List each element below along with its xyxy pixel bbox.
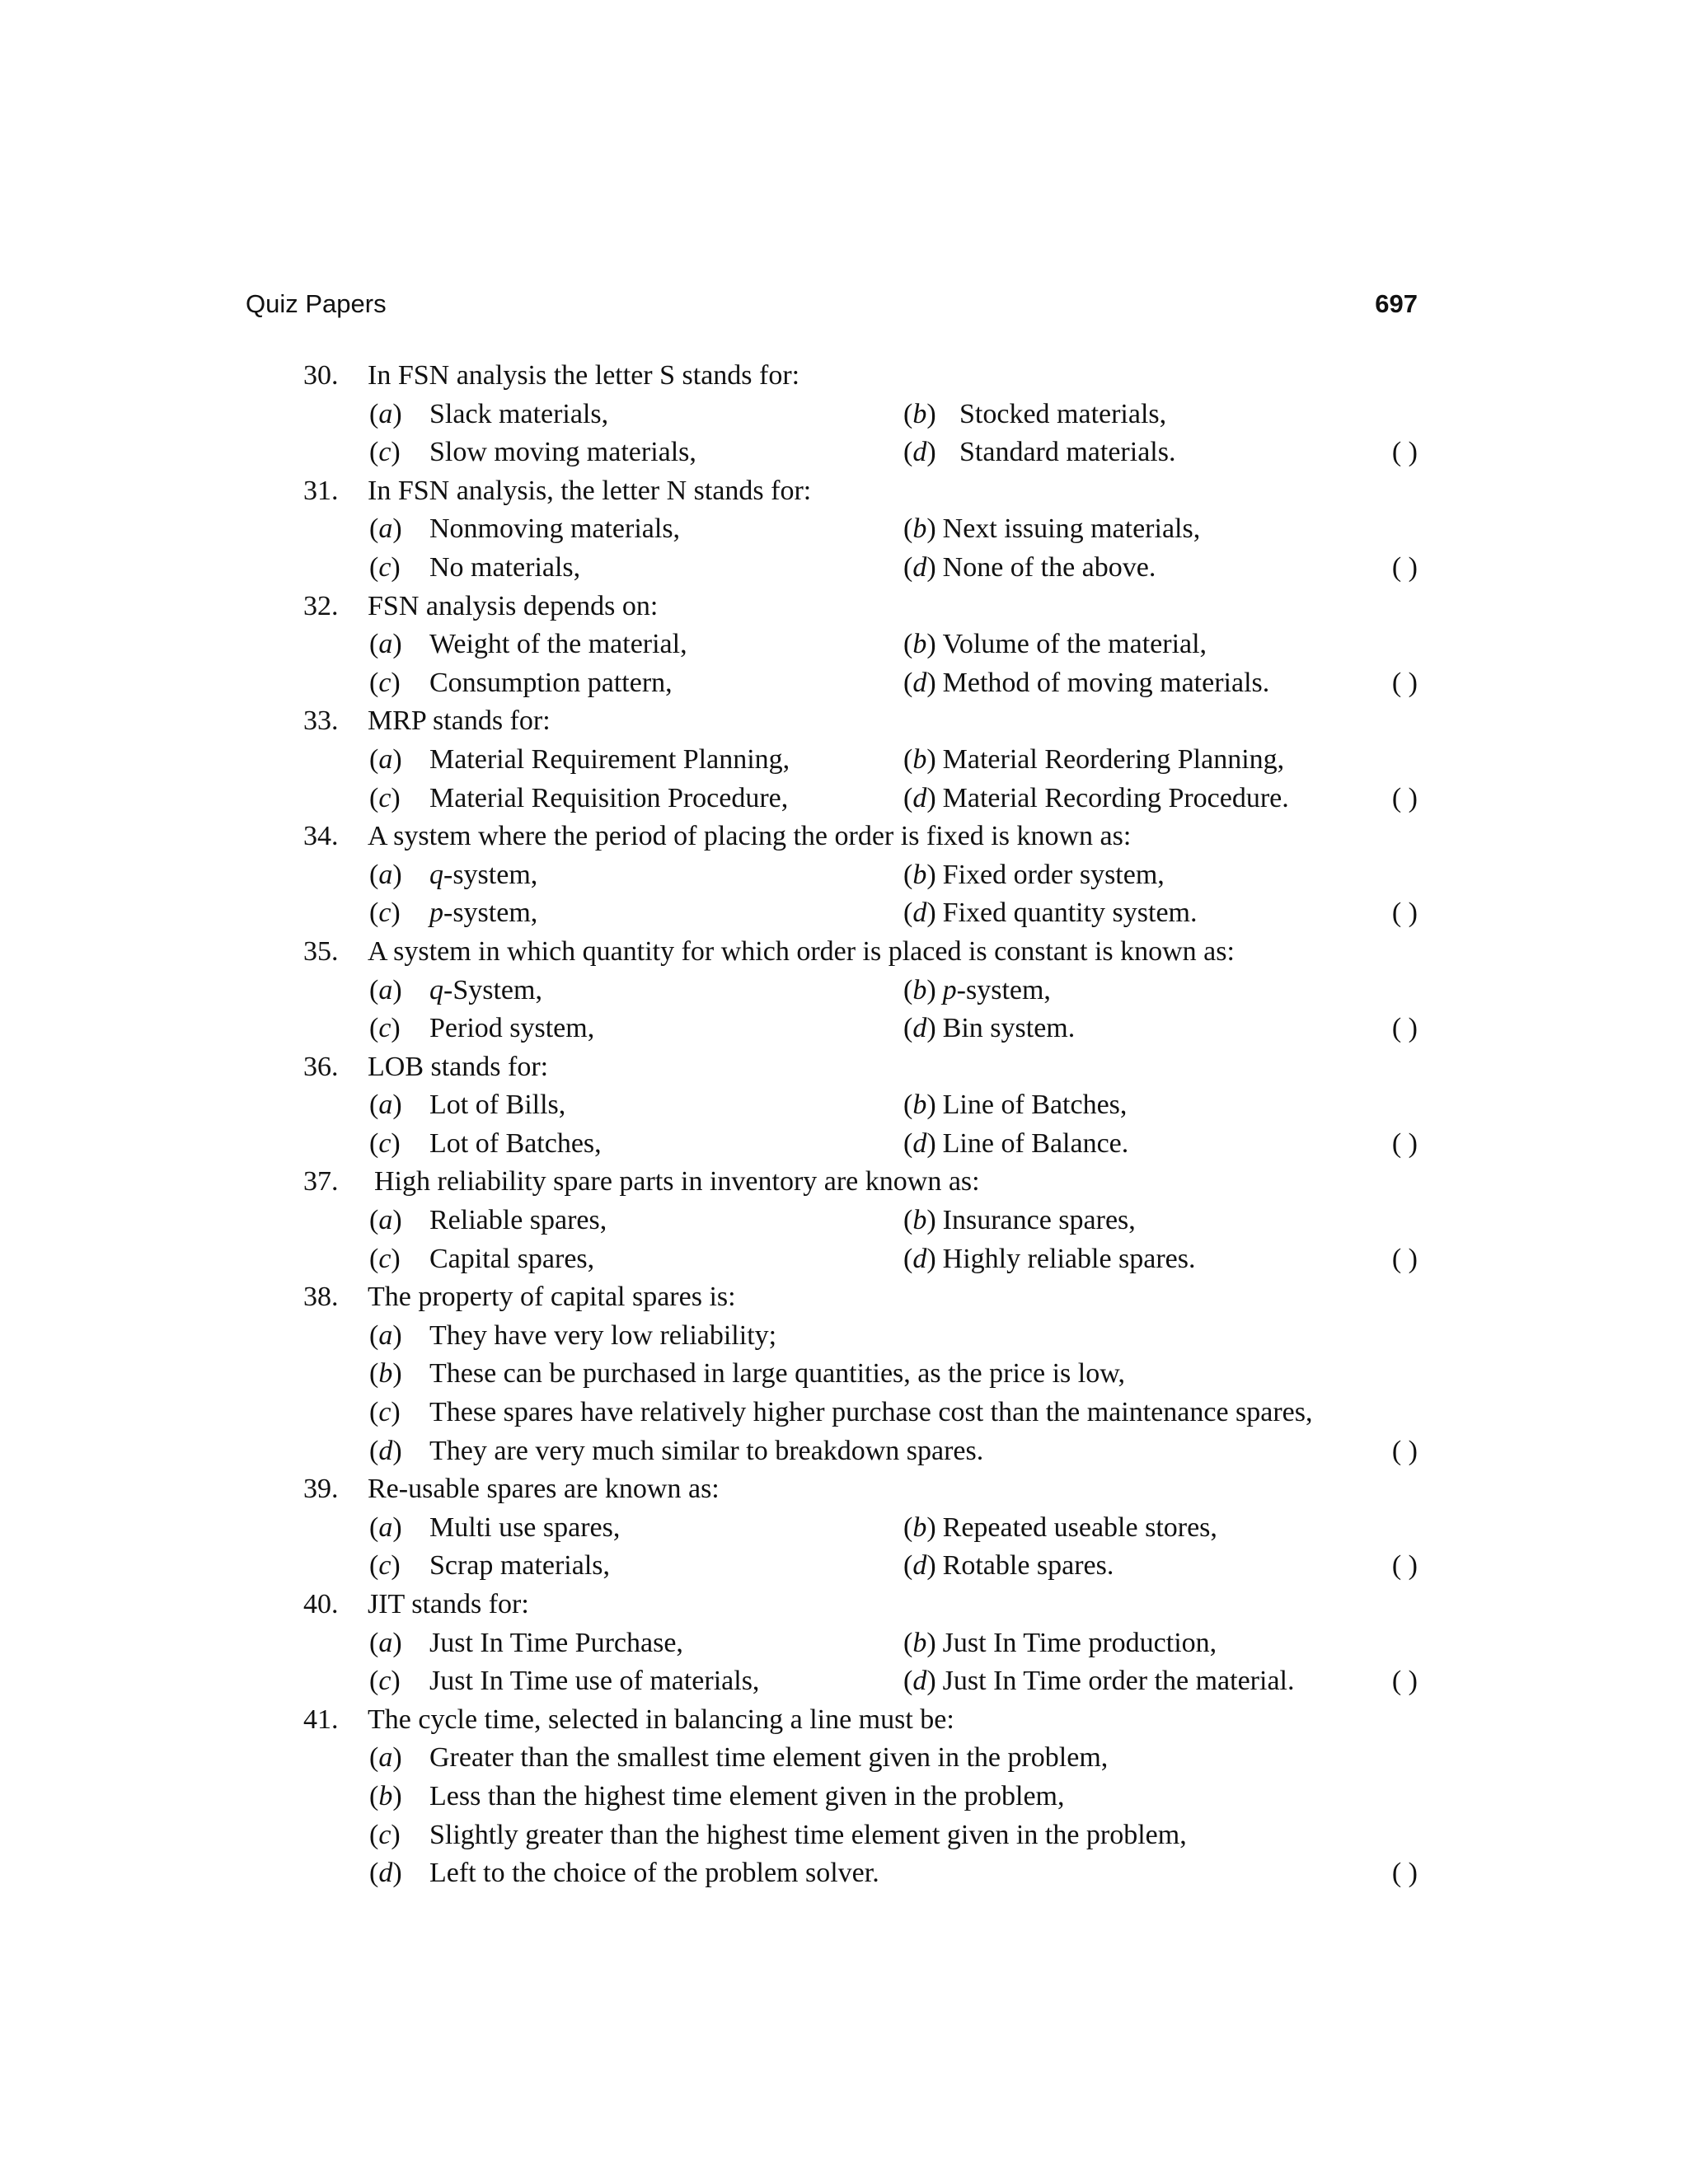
option-d: (d) Rotable spares. <box>903 1550 1114 1582</box>
option-row <box>303 1202 1418 1240</box>
option-d: (d) None of the above. <box>903 551 1156 583</box>
option-a: (a) q-system, <box>369 859 538 890</box>
option-b: (b) Next issuing materials, <box>903 513 1201 545</box>
question-text: The cycle time, selected in balancing a line must be: <box>368 1704 954 1735</box>
question-text: In FSN analysis the letter S stands for: <box>368 360 800 391</box>
question-text: A system in which quantity for which order is placed is constant is known as: <box>368 935 1235 967</box>
option-a: (a) Reliable spares, <box>369 1205 607 1236</box>
option-d: (d) Left to the choice of the problem solver. <box>369 1858 879 1889</box>
question-number: 41. <box>303 1704 339 1735</box>
question-text: Re-usable spares are known as: <box>368 1474 720 1505</box>
option-d: (d) Highly reliable spares. <box>903 1243 1196 1274</box>
option-c: (c) Just In Time use of materials, <box>369 1666 760 1697</box>
option-row <box>303 741 1418 780</box>
page-number: 697 <box>1375 289 1418 318</box>
option-row <box>303 1739 1418 1778</box>
question-text: MRP stands for: <box>368 705 551 737</box>
option-d: (d) Just In Time order the material. <box>903 1666 1295 1697</box>
option-row <box>303 1010 1418 1048</box>
question-number: 35. <box>303 935 339 967</box>
option-b: (b) Just In Time production, <box>903 1627 1217 1658</box>
option-b: (b) These can be purchased in large quantities, as the price is low, <box>369 1358 1126 1390</box>
question-number: 34. <box>303 821 339 852</box>
option-row <box>303 1240 1418 1279</box>
answer-blank: ( ) <box>1391 1013 1418 1044</box>
option-row <box>303 972 1418 1010</box>
option-c: (c) These spares have relatively higher purchase cost than the maintenance spares, <box>369 1397 1313 1428</box>
answer-blank: ( ) <box>1391 1243 1418 1274</box>
option-row <box>303 1394 1418 1432</box>
option-a: (a) Weight of the material, <box>369 629 687 660</box>
option-a: (a) Just In Time Purchase, <box>369 1627 683 1658</box>
option-row <box>303 1816 1418 1855</box>
answer-blank: ( ) <box>1391 898 1418 929</box>
option-b: (b) Line of Batches, <box>903 1090 1128 1121</box>
option-a: (a) Greater than the smallest time element given in the problem, <box>369 1742 1109 1774</box>
option-row <box>303 1547 1418 1586</box>
option-row <box>303 780 1418 818</box>
question-text: LOB stands for: <box>368 1051 549 1082</box>
option-c: (c) p-system, <box>369 898 538 929</box>
option-c: (c) Period system, <box>369 1013 595 1044</box>
option-a: (a) They have very low reliability; <box>369 1319 777 1351</box>
question-40 <box>303 1586 1418 1624</box>
question-38 <box>303 1278 1418 1317</box>
option-row <box>303 1662 1418 1701</box>
option-a: (a) Lot of Bills, <box>369 1090 566 1121</box>
option-c: (c) Capital spares, <box>369 1243 595 1274</box>
question-number: 36. <box>303 1051 339 1082</box>
option-c: (c) Lot of Batches, <box>369 1127 602 1159</box>
question-32 <box>303 588 1418 626</box>
option-d: (d) Method of moving materials. <box>903 667 1270 698</box>
question-text: High reliability spare parts in inventory are known as: <box>374 1166 980 1197</box>
option-b: (b) Less than the highest time element given in the problem, <box>369 1780 1065 1811</box>
option-d: (d) Bin system. <box>903 1013 1076 1044</box>
option-row <box>303 1432 1418 1471</box>
option-row <box>303 626 1418 664</box>
option-d: (d) They are very much similar to breakdown spares. <box>369 1435 984 1466</box>
option-row <box>303 1086 1418 1125</box>
option-row <box>303 1355 1418 1394</box>
option-c: (c) Scrap materials, <box>369 1550 611 1582</box>
option-row <box>303 664 1418 703</box>
running-head-title: Quiz Papers <box>246 289 387 318</box>
option-row <box>303 434 1418 472</box>
answer-blank: ( ) <box>1391 782 1418 813</box>
answer-blank: ( ) <box>1391 1550 1418 1582</box>
option-c: (c) Slow moving materials, <box>369 437 696 468</box>
option-d: (d) Line of Balance. <box>903 1127 1129 1159</box>
answer-blank: ( ) <box>1391 1666 1418 1697</box>
question-41 <box>303 1701 1418 1740</box>
option-c: (c) Slightly greater than the highest time element given in the problem, <box>369 1819 1187 1850</box>
question-number: 30. <box>303 360 339 391</box>
question-number: 37. <box>303 1166 339 1197</box>
option-row <box>303 396 1418 434</box>
option-a: (a) Nonmoving materials, <box>369 513 681 545</box>
question-35 <box>303 933 1418 972</box>
answer-blank: ( ) <box>1391 1435 1418 1466</box>
answer-blank: ( ) <box>1391 667 1418 698</box>
option-b: (b) Material Reordering Planning, <box>903 743 1285 775</box>
question-33 <box>303 702 1418 741</box>
option-row <box>303 1778 1418 1816</box>
option-d: (d) Fixed quantity system. <box>903 898 1198 929</box>
question-number: 33. <box>303 705 339 737</box>
option-row <box>303 549 1418 588</box>
option-row <box>303 856 1418 895</box>
running-head <box>246 289 1418 326</box>
option-c: (c) Material Requisition Procedure, <box>369 782 789 813</box>
question-text: A system where the period of placing the order is fixed is known as: <box>368 821 1132 852</box>
question-36 <box>303 1048 1418 1087</box>
option-row <box>303 1317 1418 1356</box>
question-37 <box>303 1163 1418 1202</box>
answer-blank: ( ) <box>1391 551 1418 583</box>
question-text: FSN analysis depends on: <box>368 590 659 621</box>
option-a: (a) Material Requirement Planning, <box>369 743 790 775</box>
answer-blank: ( ) <box>1391 1858 1418 1889</box>
question-text: In FSN analysis, the letter N stands for: <box>368 475 812 506</box>
question-text: The property of capital spares is: <box>368 1282 736 1313</box>
option-d: (d) Material Recording Procedure. <box>903 782 1289 813</box>
question-list <box>303 357 1418 1893</box>
option-b: (b) p-system, <box>903 974 1051 1005</box>
question-text: JIT stands for: <box>368 1589 529 1619</box>
option-a: (a) Multi use spares, <box>369 1511 621 1543</box>
question-39 <box>303 1470 1418 1509</box>
option-b: (b) Fixed order system, <box>903 859 1165 890</box>
question-number: 40. <box>303 1589 339 1619</box>
question-34 <box>303 818 1418 856</box>
question-number: 38. <box>303 1282 339 1313</box>
question-number: 32. <box>303 590 339 621</box>
answer-blank: ( ) <box>1391 437 1418 468</box>
option-b: (b) Repeated useable stores, <box>903 1511 1217 1543</box>
option-row <box>303 1509 1418 1548</box>
option-a: (a) q-System, <box>369 974 542 1005</box>
option-row <box>303 894 1418 933</box>
question-number: 31. <box>303 475 339 506</box>
option-row <box>303 510 1418 549</box>
option-c: (c) Consumption pattern, <box>369 667 673 698</box>
option-d: (d) Standard materials. <box>903 437 1176 468</box>
question-30 <box>303 357 1418 396</box>
option-a: (a) Slack materials, <box>369 398 609 429</box>
option-row <box>303 1624 1418 1663</box>
option-c: (c) No materials, <box>369 551 581 583</box>
question-31 <box>303 472 1418 511</box>
option-b: (b) Stocked materials, <box>903 398 1167 429</box>
option-row <box>303 1854 1418 1893</box>
option-b: (b) Volume of the material, <box>903 629 1207 660</box>
option-b: (b) Insurance spares, <box>903 1205 1136 1236</box>
answer-blank: ( ) <box>1391 1127 1418 1159</box>
option-row <box>303 1125 1418 1164</box>
question-number: 39. <box>303 1474 339 1505</box>
